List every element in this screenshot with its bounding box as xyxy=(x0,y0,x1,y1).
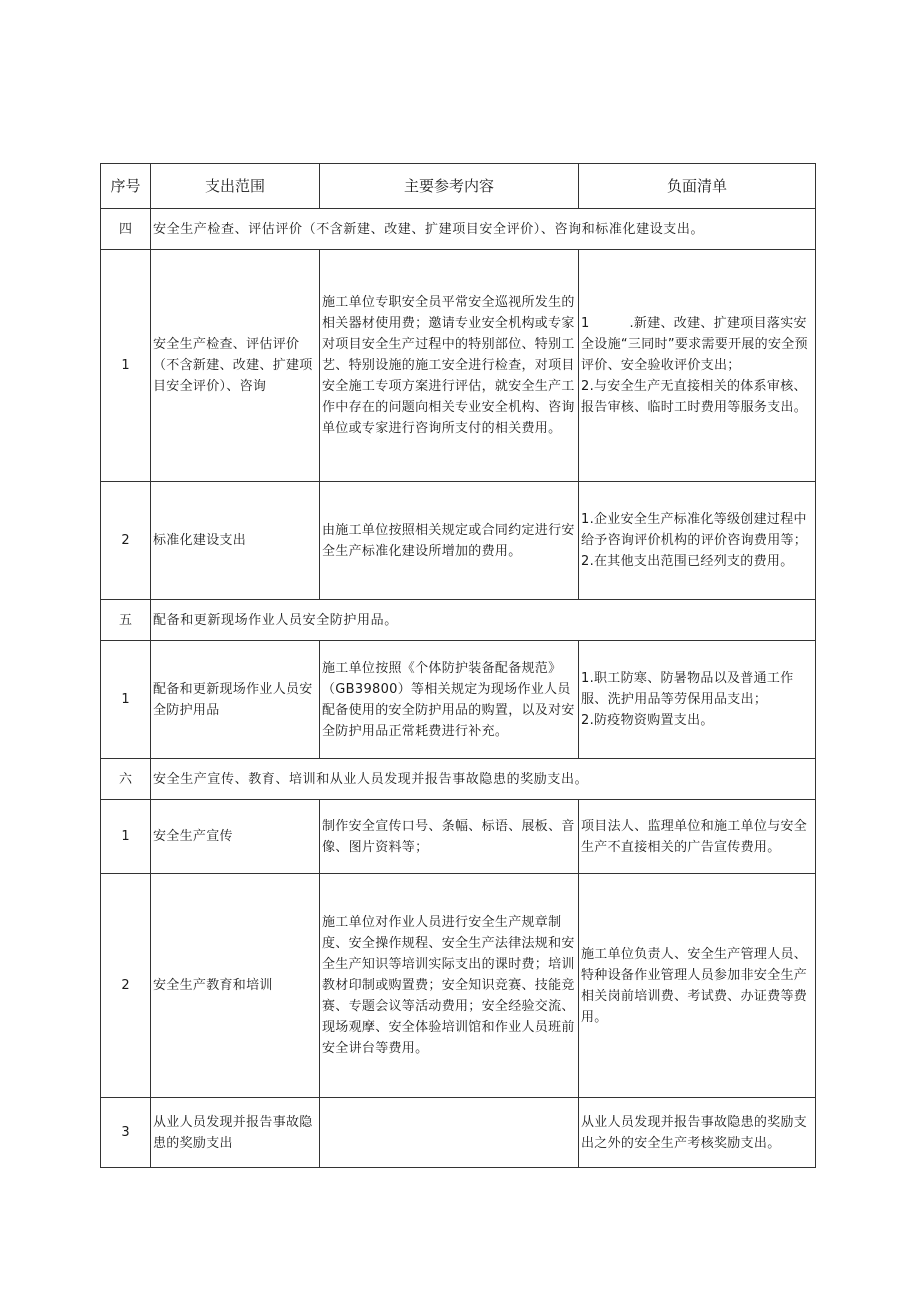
row-scope: 安全生产教育和培训 xyxy=(151,874,320,1098)
negative-item: 2.防疫物资购置支出。 xyxy=(581,713,714,728)
negative-item: 施工单位负责人、安全生产管理人员、特种设备作业管理人员参加非安全生产相关岗前培训费、考试费、办证费等费用。 xyxy=(581,946,808,1025)
row-content: 施工单位对作业人员进行安全生产规章制度、安全操作规程、安全生产法律法规和安全生产知识等培训实际支出的课时费；培训教材印制或购置费；安全知识竞赛、技能竞赛、专题会议等活动费用；安全经验交流、现场观摩、安全体验培训馆和作业人员班前安全讲台等费用。 xyxy=(320,874,579,1098)
section-title: 安全生产检查、评估评价（不含新建、改建、扩建项目安全评价）、咨询和标准化建设支出。 xyxy=(151,209,816,250)
row-number: 1 xyxy=(101,641,151,759)
negative-item: 1 .新建、改建、扩建项目落实安全设施“三同时”要求需要开展的安全预评价、安全验收评价支出； xyxy=(581,316,808,373)
negative-item: 2.在其他支出范围已经列支的费用。 xyxy=(581,554,794,569)
section-title: 安全生产宣传、教育、培训和从业人员发现并报告事故隐患的奖励支出。 xyxy=(151,759,816,800)
section-row xyxy=(101,209,816,250)
negative-item: 从业人员发现并报告事故隐患的奖励支出之外的安全生产考核奖励支出。 xyxy=(581,1114,808,1151)
row-scope: 配备和更新现场作业人员安全防护用品 xyxy=(151,641,320,759)
row-negative-list xyxy=(579,874,816,1098)
section-number: 四 xyxy=(101,209,151,250)
section-title: 配备和更新现场作业人员安全防护用品。 xyxy=(151,600,816,641)
row-content: 由施工单位按照相关规定或合同约定进行安全生产标准化建设所增加的费用。 xyxy=(320,482,579,600)
row-number: 2 xyxy=(101,874,151,1098)
table-row xyxy=(101,874,816,1098)
section-row xyxy=(101,600,816,641)
row-scope: 标准化建设支出 xyxy=(151,482,320,600)
row-content: 制作安全宣传口号、条幅、标语、展板、音像、图片资料等； xyxy=(320,800,579,874)
row-content: 施工单位按照《个体防护装备配备规范》（GB39800）等相关规定为现场作业人员配备使用的安全防护用品的购置，以及对安全防护用品正常耗费进行补充。 xyxy=(320,641,579,759)
negative-item: 1.职工防寒、防暑物品以及普通工作服、洗护用品等劳保用品支出； xyxy=(581,671,794,707)
header-negative-list: 负面清单 xyxy=(579,164,816,209)
negative-item: 项目法人、监理单位和施工单位与安全生产不直接相关的广告宣传费用。 xyxy=(581,818,808,855)
section-number: 六 xyxy=(101,759,151,800)
row-negative-list xyxy=(579,250,816,482)
row-content: 施工单位专职安全员平常安全巡视所发生的相关器材使用费；邀请专业安全机构或专家对项目安全生产过程中的特别部位、特别工艺、特别设施的施工安全进行检查，对项目安全施工专项方案进行评估，就安全生产工作中存在的问题向相关专业安全机构、咨询单位或专家进行咨询所支付的相关费用。 xyxy=(320,250,579,482)
table-row xyxy=(101,482,816,600)
header-content: 主要参考内容 xyxy=(320,164,579,209)
header-scope: 支出范围 xyxy=(151,164,320,209)
table-row xyxy=(101,800,816,874)
expense-scope-table xyxy=(100,163,816,1168)
row-scope: 从业人员发现并报告事故隐患的奖励支出 xyxy=(151,1098,320,1168)
row-number: 1 xyxy=(101,250,151,482)
negative-item: 2.与安全生产无直接相关的体系审核、报告审核、临时工时费用等服务支出。 xyxy=(581,379,808,415)
table-header-row xyxy=(101,164,816,209)
row-negative-list xyxy=(579,1098,816,1168)
row-content xyxy=(320,1098,579,1168)
row-number: 1 xyxy=(101,800,151,874)
row-scope: 安全生产检查、评估评价（不含新建、改建、扩建项目安全评价）、咨询 xyxy=(151,250,320,482)
section-number: 五 xyxy=(101,600,151,641)
row-negative-list xyxy=(579,641,816,759)
table-row xyxy=(101,250,816,482)
section-row xyxy=(101,759,816,800)
row-scope: 安全生产宣传 xyxy=(151,800,320,874)
header-no: 序号 xyxy=(101,164,151,209)
row-number: 3 xyxy=(101,1098,151,1168)
table-row xyxy=(101,641,816,759)
negative-item: 1.企业安全生产标准化等级创建过程中给予咨询评价机构的评价咨询费用等； xyxy=(581,512,808,548)
row-number: 2 xyxy=(101,482,151,600)
table-row xyxy=(101,1098,816,1168)
row-negative-list xyxy=(579,800,816,874)
row-negative-list xyxy=(579,482,816,600)
